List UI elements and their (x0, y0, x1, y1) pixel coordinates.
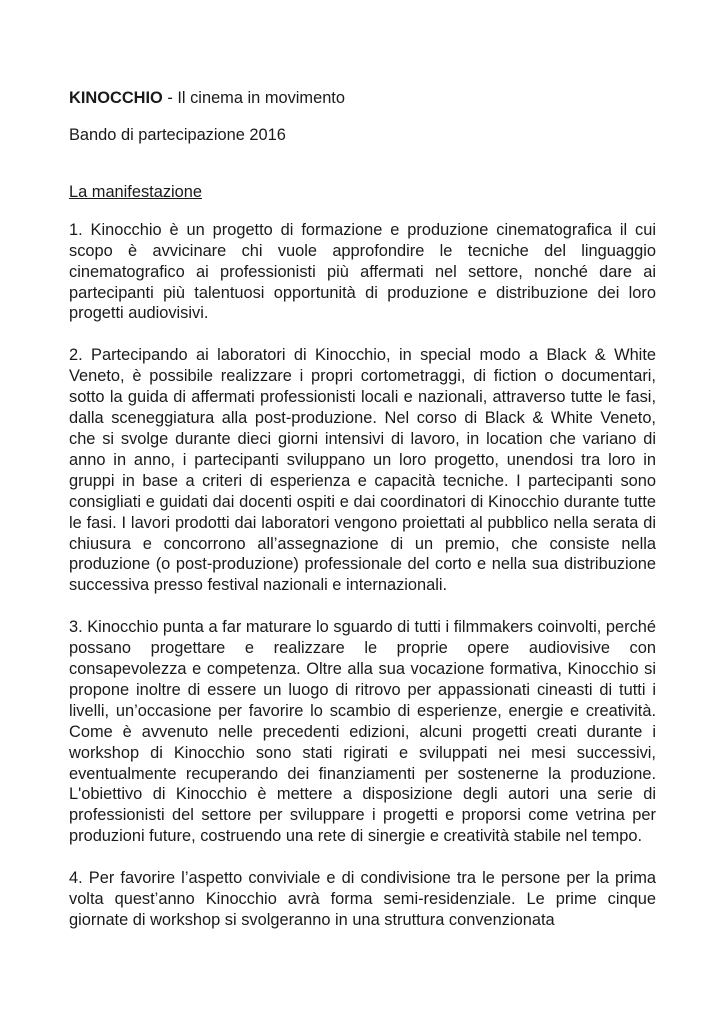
title-brand: KINOCCHIO (69, 89, 163, 107)
document-subtitle: Bando di partecipazione 2016 (69, 126, 286, 144)
paragraph-2: 2. Partecipando ai laboratori di Kinocchio, in special modo a Black & White Veneto, è possibile realizzare i propri cortometraggi, di fiction o documentari, sotto la guida di affermati professionisti locali e nazionali, attraverso tutte le fasi, dalla sceneggiatura alla post-produzione. Nel corso di Black & White Veneto, che si svolge durante dieci giorni intensivi di lavoro, in location che variano di anno in anno, i partecipanti sviluppano un loro progetto, unendosi tra loro in gruppi in base a criteri di esperienza e capacità tecniche. I partecipanti sono consigliati e guidati dai docenti ospiti e dai coordinatori di Kinocchio durante tutte le fasi. I lavori prodotti dai laboratori vengono proiettati al pubblico nella serata di chiusura e concorrono all’assegnazione di un premio, che consiste nella produzione (o post-produzione) professionale del corto e nella sua distribuzione successiva presso festival nazionali e internazionali. (69, 346, 656, 595)
title-tagline: - Il cinema in movimento (162, 89, 345, 107)
section-heading: La manifestazione (69, 182, 203, 201)
paragraph-1: 1. Kinocchio è un progetto di formazione e produzione cinematografica il cui scopo è avvicinare chi vuole approfondire le tecniche del linguaggio cinematografico ai professionisti più affermati nel settore, nonché dare ai partecipanti più talentuosi opportunità di produzione e distribuzione dei loro progetti audiovisivi. (69, 220, 656, 323)
paragraph-3: 3. Kinocchio punta a far maturare lo sguardo di tutti i filmmakers coinvolti, perché possano progettare e realizzare le proprie opere audiovisive con consapevolezza e competenza. Oltre alla sua vocazione formativa, Kinocchio si propone inoltre di essere un luogo di ritrovo per appassionati cineasti di tutti i livelli, un’occasione per favorire lo scambio di esperienze, energie e creatività. Come è avvenuto nelle precedenti edizioni, alcuni progetti creati durante i workshop di Kinocchio sono stati rigirati e sviluppati nei mesi successivi, eventualmente recuperando dei finanziamenti per sostenerne la produzione. L'obiettivo di Kinocchio è mettere a disposizione degli autori una serie di professionisti del settore per sviluppare i progetti e proporsi come vetrina per produzioni future, costruendo una rete di sinergie e creatività stabile nel tempo. (69, 618, 656, 846)
document-page (69, 88, 656, 931)
document-title (69, 88, 656, 110)
paragraph-4: 4. Per favorire l’aspetto conviviale e di condivisione tra le persone per la prima volta quest’anno Kinocchio avrà forma semi-residenziale. Le prime cinque giornate di workshop si svolgeranno in una struttura convenzionata (69, 869, 656, 929)
